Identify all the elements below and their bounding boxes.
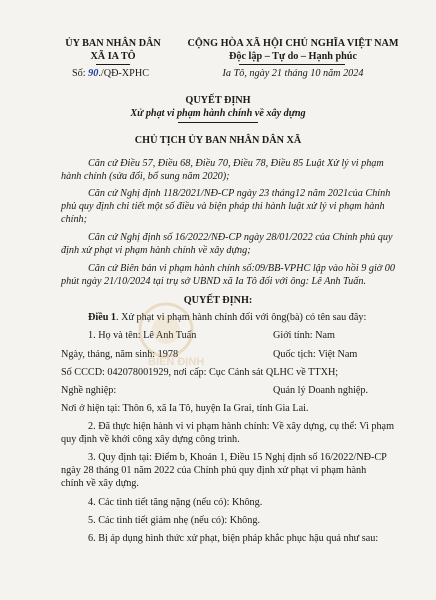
national-motto: Độc lập – Tự do – Hạnh phúc — [229, 51, 357, 62]
item-2-line-1: 2. Đã thực hiện hành vi vi phạm hành chính: Về xây dựng, cụ thể: Vi phạm — [88, 421, 394, 432]
document-number: Số: 90./QĐ-XPHC — [72, 68, 149, 79]
article-1-text: . Xử phạt vi phạm hành chính đối với ông(bà) có tên sau đây: — [116, 312, 367, 323]
basis-3-line-2: định xử phạt vi phạm hành chính về xây dựng; — [61, 245, 251, 256]
item-2-line-2: quy định về khởi công xây dựng công trình. — [61, 434, 240, 445]
item-5: 5. Các tình tiết giảm nhẹ (nếu có): Không. — [88, 515, 261, 526]
item-4: 4. Các tình tiết tăng nặng (nếu có): Không. — [88, 497, 263, 508]
basis-4-line-1: Căn cứ Biên bản vi phạm hành chính số:09/BB-VPHC lập vào hồi 9 giờ 00 — [88, 263, 395, 274]
article-1-label: Điều 1 — [88, 312, 117, 323]
item-3-line-3: chính về xây dựng. — [61, 478, 139, 489]
subject-underline — [178, 122, 258, 123]
basis-2-line-3: chính; — [61, 214, 88, 225]
issue-date: Ia Tô, ngày 21 tháng 10 năm 2024 — [222, 68, 364, 79]
item-6: 6. Bị áp dụng hình thức xử phạt, biện pháp khắc phục hậu quả như sau: — [88, 533, 379, 544]
document-number-value: 90 — [88, 68, 99, 79]
basis-4-line-2: phút ngày 21/10/2024 tại trụ sở UBND xã Ia Tô đối với ông: Lê Anh Tuấn. — [61, 276, 366, 287]
agency-name-line2: XÃ IA TÔ — [90, 51, 136, 62]
basis-3-line-1: Căn cứ Nghị định số 16/2022/NĐ-CP ngày 28/01/2022 của Chính phủ quy — [88, 232, 393, 243]
basis-1-line-1: Căn cứ Điều 57, Điều 68, Điều 70, Điều 78, Điều 85 Luật Xử lý vi phạm — [88, 158, 384, 169]
motto-underline — [239, 64, 345, 65]
person-name: 1. Họ và tên: Lê Anh Tuấn — [88, 330, 197, 341]
person-id: Số CCCD: 042078001929, nơi cấp: Cục Cảnh sát QLHC về TTXH; — [61, 367, 339, 378]
basis-1-line-2: hành chính (sửa đổi, bổ sung năm 2020); — [61, 171, 230, 182]
item-3-line-1: 3. Quy định tại: Điểm b, Khoản 1, Điều 15 Nghị định số 16/2022/NĐ-CP — [88, 452, 387, 463]
document-type: QUYẾT ĐỊNH — [185, 95, 251, 106]
person-dob: Ngày, tháng, năm sinh: 1978 — [61, 349, 179, 360]
watermark-text: BIÊN ĐỊNH — [148, 356, 205, 368]
issuer-title: CHỦ TỊCH ỦY BAN NHÂN DÂN XÃ — [134, 135, 302, 146]
person-job-label: Nghề nghiệp: — [61, 385, 117, 396]
basis-2-line-1: Căn cứ Nghị định 118/2021/NĐ-CP ngày 23 tháng12 năm 2021của Chính — [88, 188, 391, 199]
decision-heading: QUYẾT ĐỊNH: — [183, 295, 253, 306]
nation-name: CỘNG HÒA XÃ HỘI CHỦ NGHĨA VIỆT NAM — [187, 38, 399, 49]
basis-2-line-2: phủ quy định chi tiết một số điều và biện pháp thi hành luật xử lý vi phạm hành — [61, 201, 385, 212]
item-3-line-2: ngày 28 tháng 01 năm 2022 của Chính phủ quy định xử phạt vi phạm hành — [61, 465, 367, 476]
person-address: Nơi ở hiện tại: Thôn 6, xã Ia Tô, huyện Ia Grai, tỉnh Gia Lai. — [61, 403, 309, 414]
watermark-logo — [126, 300, 256, 370]
agency-name-line1: ỦY BAN NHÂN DÂN — [65, 38, 161, 49]
document-subject: Xử phạt vi phạm hành chính về xây dựng — [130, 108, 306, 119]
person-nationality: Quốc tịch: Việt Nam — [273, 349, 358, 360]
agency-underline — [96, 64, 130, 65]
person-gender: Giới tính: Nam — [273, 330, 335, 341]
person-job-value: Quản lý Doanh nghiệp. — [273, 385, 369, 396]
